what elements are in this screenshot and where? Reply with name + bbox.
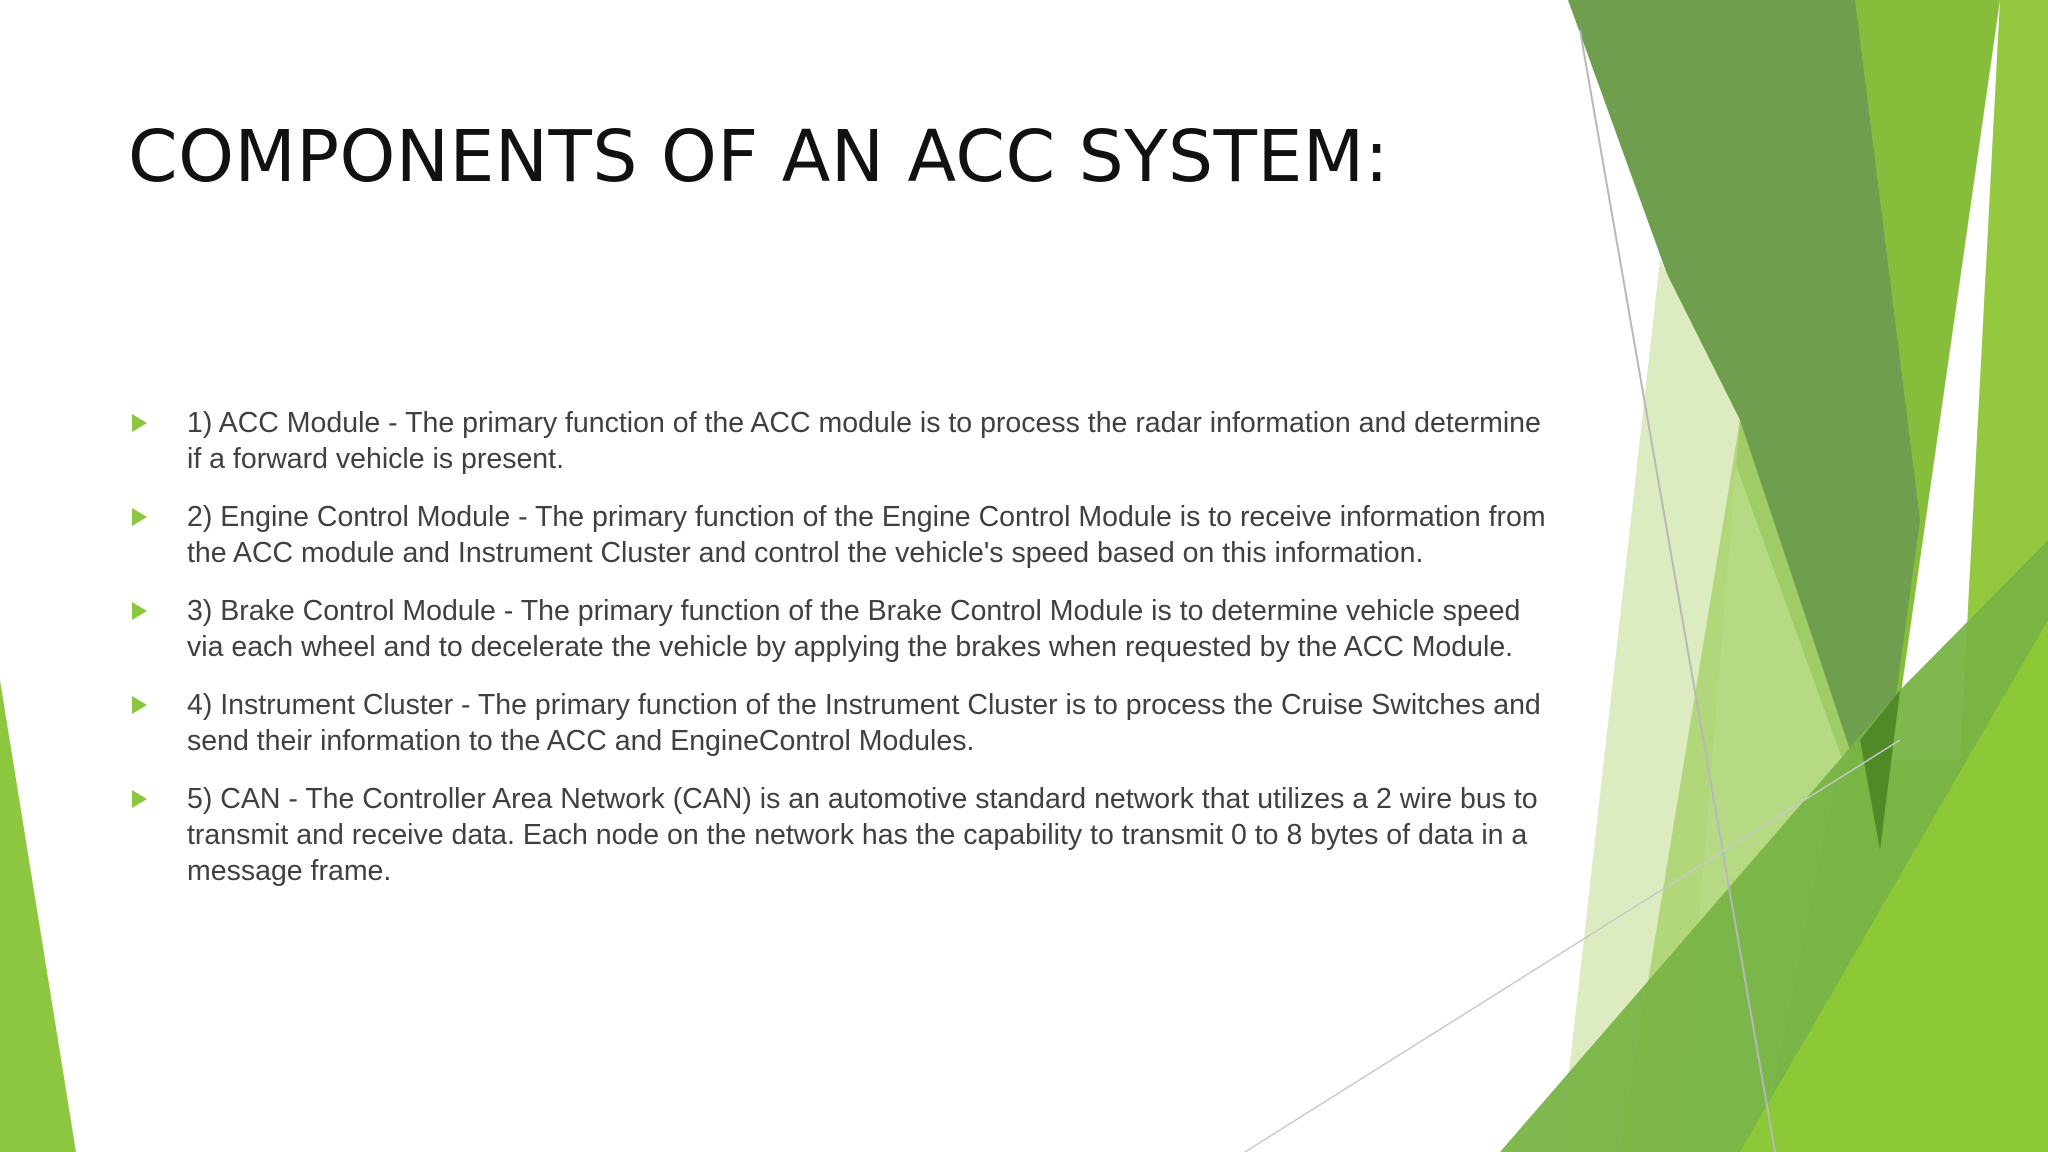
bullet-item-can — [128, 781, 1548, 889]
bullet-text: 2) Engine Control Module - The primary function of the Engine Control Module is to receive information from the ACC module and Instrument Cluster and control the vehicle's speed based on this information. — [187, 501, 1546, 569]
slide-title: COMPONENTS OF AN ACC SYSTEM: — [128, 115, 1390, 198]
bullet-arrow-icon — [128, 687, 187, 723]
bullet-item-engine-control-module — [128, 499, 1548, 571]
bullet-text: 1) ACC Module - The primary function of the ACC module is to process the radar information and determine if a forward vehicle is present. — [187, 407, 1541, 475]
left-green-sliver — [0, 680, 76, 1152]
bullet-arrow-icon — [128, 499, 187, 535]
bullet-item-brake-control-module — [128, 593, 1548, 665]
bullet-text: 5) CAN - The Controller Area Network (CAN) is an automotive standard network that utilizes a 2 wire bus to transmit and receive data. Each node on the network has the capability to transmit 0 to 8 bytes of data in a message frame. — [187, 783, 1538, 887]
bullet-list — [128, 405, 1548, 911]
bullet-text: 3) Brake Control Module - The primary function of the Brake Control Module is to determine vehicle speed via each wheel and to decelerate the vehicle by applying the brakes when requested by the ACC Module. — [187, 595, 1521, 663]
bullet-arrow-icon — [128, 781, 187, 817]
bullet-text: 4) Instrument Cluster - The primary function of the Instrument Cluster is to process the Cruise Switches and send their information to the ACC and EngineControl Modules. — [187, 689, 1541, 757]
bullet-item-acc-module — [128, 405, 1548, 477]
bullet-item-instrument-cluster — [128, 687, 1548, 759]
bullet-arrow-icon — [128, 405, 187, 441]
bullet-arrow-icon — [128, 593, 187, 629]
